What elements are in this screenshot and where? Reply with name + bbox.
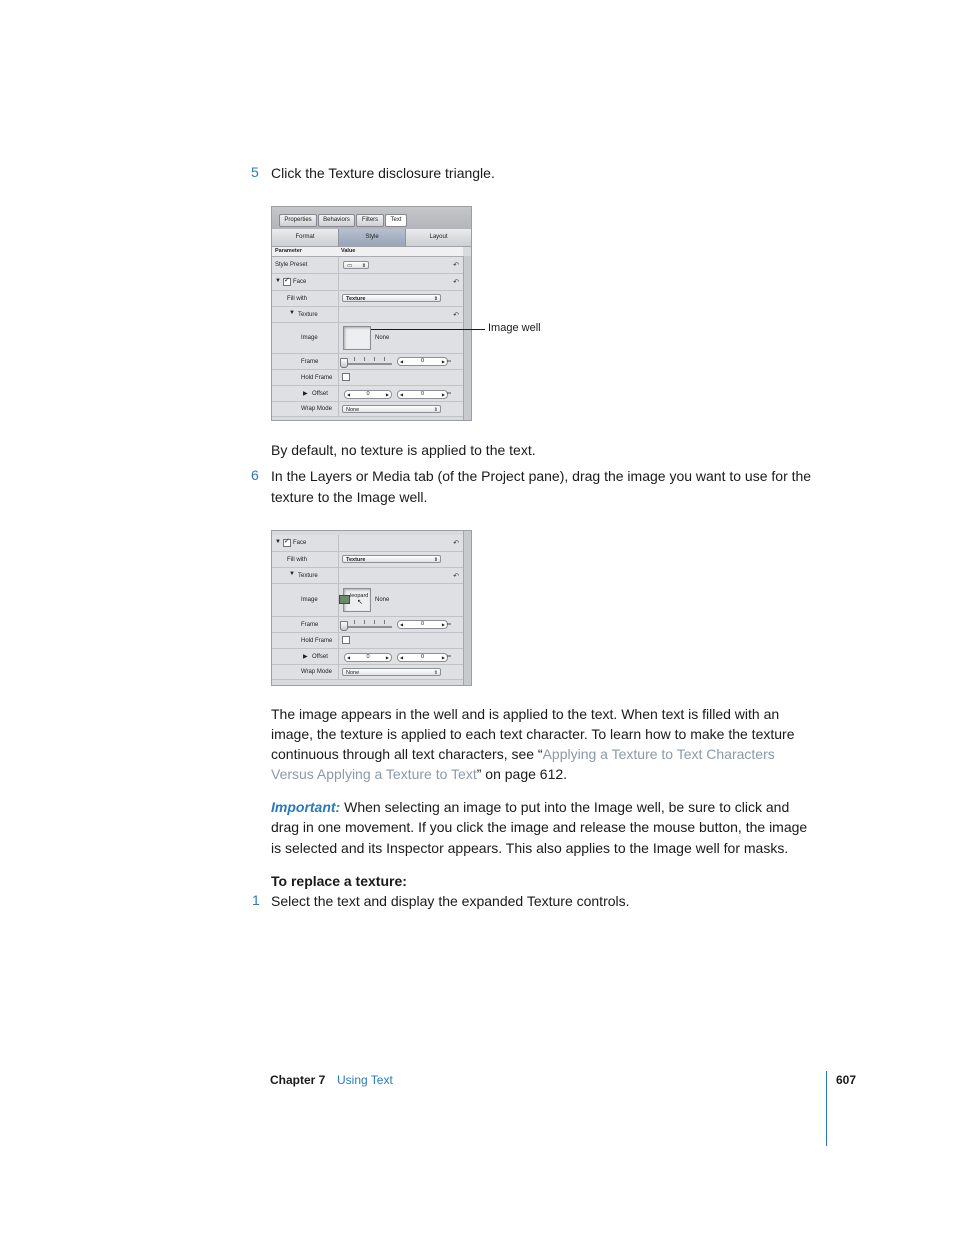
frame-stepper[interactable] xyxy=(397,620,448,629)
decrement-arrow-icon[interactable]: ◀ xyxy=(400,392,404,397)
paragraph-text: continuous through all text characters, see “ xyxy=(271,746,543,762)
label-wrap-mode: Wrap Mode xyxy=(301,669,332,675)
frame-value: 0 xyxy=(420,621,425,627)
inspector-subtab-bar xyxy=(272,229,471,247)
reset-icon[interactable]: ↶ xyxy=(453,311,459,319)
row-wrap-mode xyxy=(272,402,463,417)
offset-y-stepper[interactable] xyxy=(397,390,448,399)
row-fill-with xyxy=(272,552,463,568)
step-number: 1 xyxy=(252,892,260,908)
offset-x-stepper[interactable] xyxy=(344,653,392,662)
offset-y-value: 0 xyxy=(420,391,425,397)
label-frame: Frame xyxy=(301,621,319,628)
decrement-arrow-icon[interactable]: ◀ xyxy=(347,392,351,397)
reset-icon[interactable]: ↶ xyxy=(453,279,459,286)
disclosure-triangle-right-icon[interactable]: ▶ xyxy=(303,391,308,397)
label-wrap-mode: Wrap Mode xyxy=(301,406,332,412)
row-texture xyxy=(272,307,463,323)
row-style-preset xyxy=(272,257,463,274)
inspector-tab-bar xyxy=(272,207,471,230)
subtab-format[interactable]: Format xyxy=(295,234,315,240)
row-face xyxy=(272,535,463,552)
offset-x-value: 0 xyxy=(366,654,370,660)
page-number: 607 xyxy=(836,1073,857,1087)
offset-y-stepper[interactable] xyxy=(397,653,448,662)
popup-arrows-icon: ⇕ xyxy=(433,407,438,413)
wrap-mode-popup[interactable] xyxy=(342,668,441,676)
label-texture: Texture xyxy=(298,572,318,579)
popup-arrows-icon: ⇕ xyxy=(433,670,438,676)
row-texture xyxy=(272,568,463,584)
keyframe-icon[interactable]: ═ xyxy=(446,653,451,660)
label-fill-with: Fill with xyxy=(287,556,308,563)
inspector-screenshot-2 xyxy=(271,530,472,686)
label-hold-frame: Hold Frame xyxy=(301,374,333,381)
cross-reference-link[interactable]: Applying a Texture to Text Characters xyxy=(542,746,775,762)
cursor-arrow-icon: ↖ xyxy=(357,599,363,606)
label-image: Image xyxy=(301,335,318,341)
subtab-layout[interactable]: Layout xyxy=(429,234,448,240)
step-number: 5 xyxy=(251,164,259,180)
tab-text[interactable]: Text xyxy=(385,214,407,227)
image-none-label: None xyxy=(375,597,390,603)
style-preset-popup[interactable] xyxy=(343,261,369,269)
disclosure-triangle-down-icon[interactable]: ▼ xyxy=(289,571,295,577)
keyframe-icon[interactable]: ═ xyxy=(446,358,451,365)
parameter-header xyxy=(272,247,463,257)
label-offset: Offset xyxy=(312,390,328,397)
label-style-preset: Style Preset xyxy=(275,262,308,268)
step-text-line-1: In the Layers or Media tab (of the Project pane), drag the image you want to use for the xyxy=(271,468,812,484)
hold-frame-checkbox[interactable] xyxy=(342,373,350,381)
tab-properties[interactable]: Properties xyxy=(279,214,317,227)
row-image xyxy=(272,584,463,617)
fill-with-value: Texture xyxy=(346,557,366,563)
wrap-mode-value: None xyxy=(346,670,360,676)
row-offset xyxy=(272,649,463,665)
decrement-arrow-icon[interactable]: ◀ xyxy=(400,359,404,364)
decrement-arrow-icon[interactable]: ◀ xyxy=(400,655,404,660)
label-frame: Frame xyxy=(301,358,319,365)
increment-arrow-icon[interactable]: ▶ xyxy=(441,655,445,660)
frame-slider-track[interactable] xyxy=(342,363,392,365)
footer-chapter-title[interactable]: Using Text xyxy=(337,1073,393,1087)
label-hold-frame: Hold Frame xyxy=(301,637,333,644)
label-offset: Offset xyxy=(312,653,328,660)
row-hold-frame xyxy=(272,370,463,386)
label-fill-with: Fill with xyxy=(287,295,308,302)
dragged-image-thumbnail xyxy=(339,595,350,604)
popup-arrows-icon: ⇕ xyxy=(433,557,438,563)
frame-stepper[interactable] xyxy=(397,357,448,366)
disclosure-triangle-down-icon[interactable]: ▼ xyxy=(289,310,295,316)
row-image xyxy=(272,323,463,354)
popup-arrows-icon: ⇕ xyxy=(433,296,438,302)
frame-slider-knob[interactable] xyxy=(340,621,348,631)
row-fill-with xyxy=(272,291,463,307)
cross-reference-link[interactable]: Versus Applying a Texture to Text xyxy=(271,766,477,782)
reset-icon[interactable]: ↶ xyxy=(453,572,459,580)
footer-divider xyxy=(826,1071,827,1146)
subtab-style[interactable]: Style xyxy=(338,229,406,246)
callout-image-well: Image well xyxy=(488,322,541,334)
decrement-arrow-icon[interactable]: ◀ xyxy=(347,655,351,660)
step-text-line-2: texture to the Image well. xyxy=(271,489,428,505)
paragraph-line-4 xyxy=(271,764,567,784)
row-frame xyxy=(272,617,463,633)
row-hold-frame xyxy=(272,633,463,649)
important-text: When selecting an image to put into the Image well, be sure to click and xyxy=(340,799,790,815)
row-wrap-mode xyxy=(272,665,463,680)
disclosure-triangle-down-icon[interactable]: ▼ xyxy=(275,539,281,545)
hold-frame-checkbox[interactable] xyxy=(342,636,350,644)
paragraph-line-1: The image appears in the well and is applied to the text. When text is filled with an xyxy=(271,706,780,722)
paragraph-default-note: By default, no texture is applied to the text. xyxy=(271,442,536,458)
wrap-mode-value: None xyxy=(346,407,360,413)
label-face: Face xyxy=(293,279,307,285)
image-none-label: None xyxy=(375,335,390,341)
increment-arrow-icon[interactable]: ▶ xyxy=(385,655,389,660)
important-label: Important: xyxy=(271,799,341,815)
reset-icon[interactable]: ↶ xyxy=(453,540,459,547)
increment-arrow-icon[interactable]: ▶ xyxy=(441,622,445,627)
frame-slider-track[interactable] xyxy=(342,626,392,628)
header-parameter: Parameter xyxy=(275,248,302,254)
step-text: Click the Texture disclosure triangle. xyxy=(271,165,495,181)
paragraph-line-2: image, the texture is applied to each text character. To learn how to make the texture xyxy=(271,726,795,742)
tab-filters[interactable]: Filters xyxy=(356,214,384,227)
callout-line xyxy=(371,329,485,330)
label-texture: Texture xyxy=(298,311,318,318)
paragraph-line-3 xyxy=(271,744,775,764)
important-line-2: drag in one movement. If you click the image and release the mouse button, the image xyxy=(271,819,808,835)
increment-arrow-icon[interactable]: ▶ xyxy=(441,359,445,364)
step-number: 6 xyxy=(251,467,259,483)
important-line-1 xyxy=(271,797,789,817)
row-frame xyxy=(272,354,463,370)
section-heading: To replace a texture: xyxy=(271,873,407,889)
increment-arrow-icon[interactable]: ▶ xyxy=(385,392,389,397)
folder-icon: ▭ xyxy=(347,263,353,269)
popup-arrows-icon: ⇕ xyxy=(361,263,366,269)
paragraph-text: ” on page 612. xyxy=(476,766,568,782)
row-face xyxy=(272,274,463,291)
disclosure-triangle-right-icon[interactable]: ▶ xyxy=(303,654,308,660)
keyframe-icon[interactable]: ═ xyxy=(446,621,451,628)
tab-behaviors[interactable]: Behaviors xyxy=(318,214,355,227)
image-well[interactable] xyxy=(343,326,371,350)
label-image: Image xyxy=(301,597,318,603)
label-face: Face xyxy=(293,540,307,546)
face-checkbox[interactable] xyxy=(283,278,291,286)
increment-arrow-icon[interactable]: ▶ xyxy=(441,392,445,397)
fill-with-value: Texture xyxy=(346,296,366,302)
keyframe-icon[interactable]: ═ xyxy=(446,390,451,397)
inspector-screenshot-1 xyxy=(271,206,472,421)
offset-x-value: 0 xyxy=(366,391,370,397)
inspector-scrollbar[interactable] xyxy=(463,256,471,420)
offset-x-stepper[interactable] xyxy=(344,390,392,399)
footer-chapter: Chapter 7 xyxy=(270,1073,326,1087)
fill-with-popup[interactable] xyxy=(342,555,441,563)
dragged-image-label: leopard xyxy=(350,593,369,599)
wrap-mode-popup[interactable] xyxy=(342,405,441,413)
step-text: Select the text and display the expanded Texture controls. xyxy=(271,893,630,909)
face-checkbox[interactable] xyxy=(283,539,291,547)
inspector-scrollbar[interactable] xyxy=(463,531,471,685)
important-line-3: is selected and its Inspector appears. This also applies to the Image well for masks. xyxy=(271,840,789,856)
frame-value: 0 xyxy=(420,358,425,364)
row-offset xyxy=(272,386,463,402)
fill-with-popup[interactable] xyxy=(342,294,441,302)
header-value: Value xyxy=(341,248,356,254)
frame-slider-knob[interactable] xyxy=(340,358,348,368)
decrement-arrow-icon[interactable]: ◀ xyxy=(400,622,404,627)
reset-icon[interactable]: ↶ xyxy=(453,262,459,269)
offset-y-value: 0 xyxy=(420,654,425,660)
disclosure-triangle-down-icon[interactable]: ▼ xyxy=(275,278,281,284)
